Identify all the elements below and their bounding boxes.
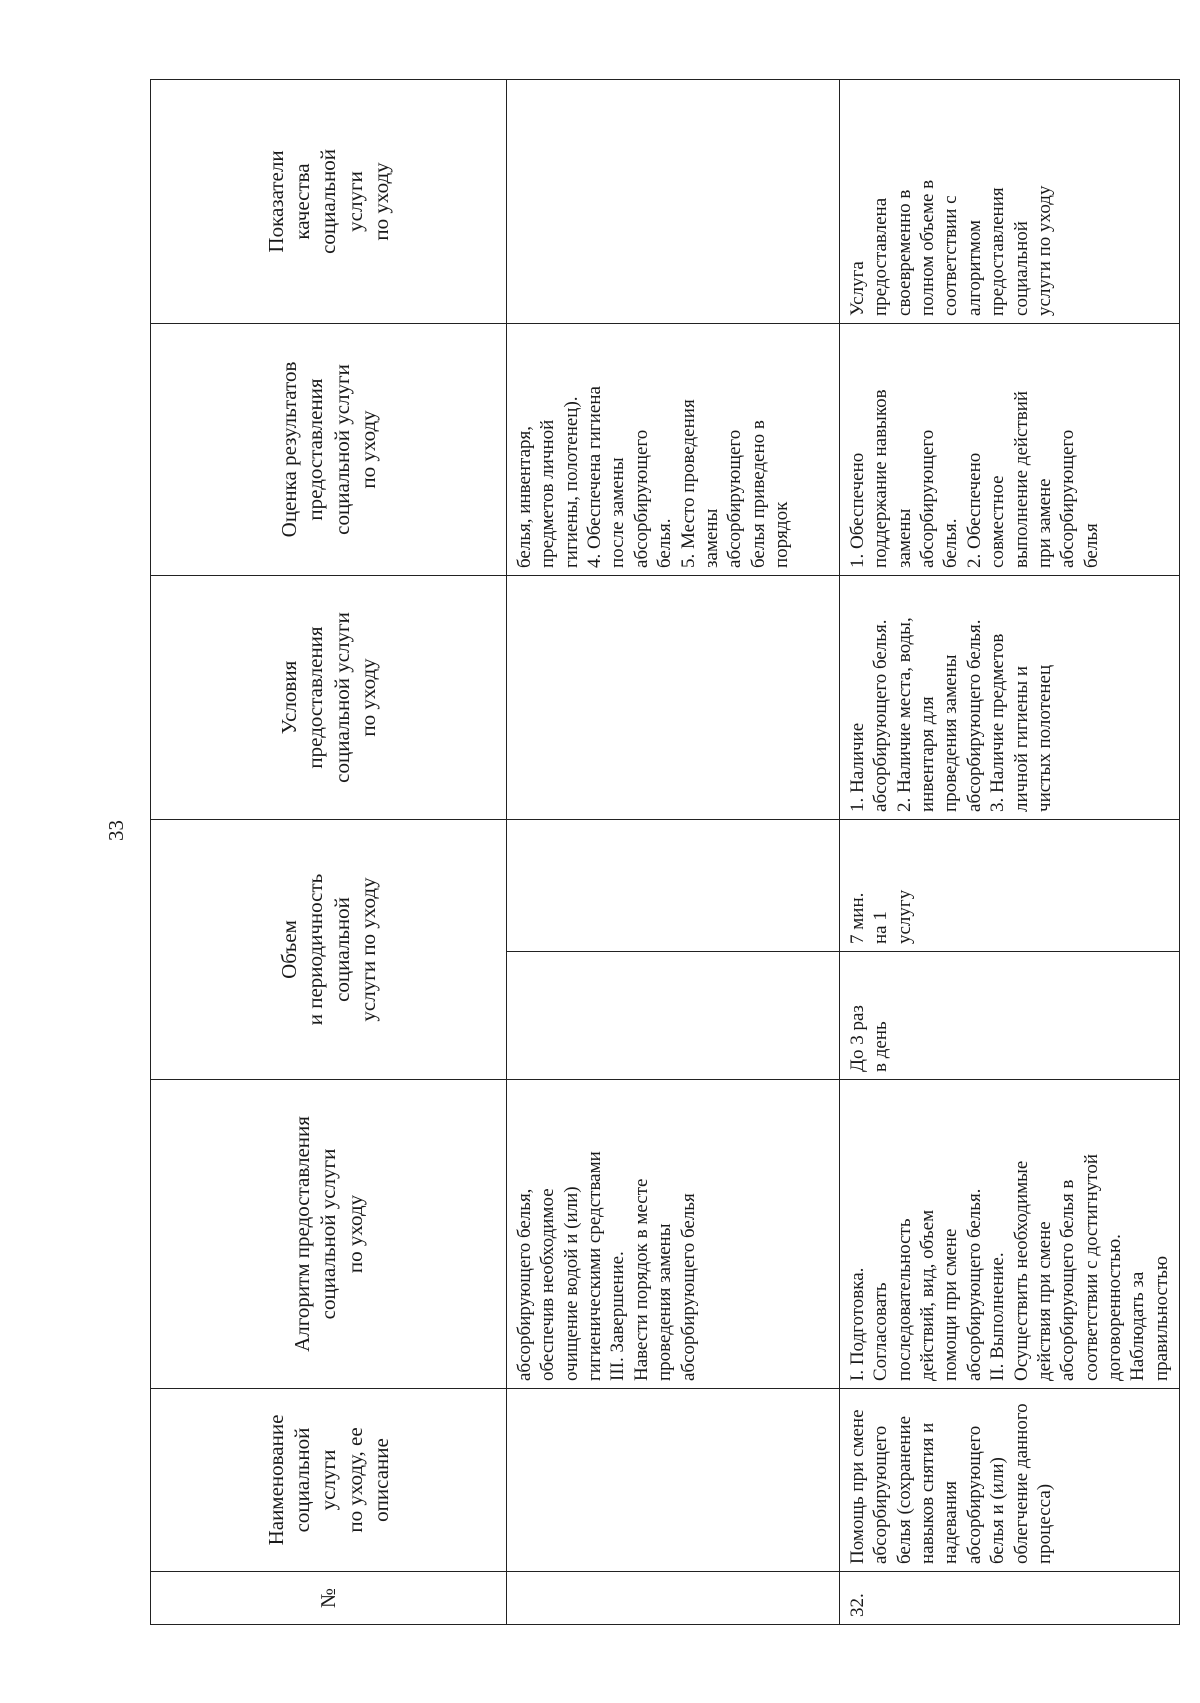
header-quality: Показатели качества социальной услуги по уходу <box>151 79 507 323</box>
cell-name: Помощь при смене абсорбирующего белья (сохранение навыков снятия и надевания абсорбирующего белья и (или) облегчение данного процесса) <box>840 1389 1180 1572</box>
header-conditions: Условия предоставления социальной услуги по уходу <box>151 575 507 819</box>
cell-volume-periodicity: До 3 раз в день <box>840 952 1180 1080</box>
table-row <box>507 79 840 1624</box>
header-algorithm: Алгоритм предоставления социальной услуги по уходу <box>151 1080 507 1389</box>
cell-evaluation: белья, инвентаря, предметов личной гигиены, полотенец). 4. Обеспечена гигиена после замены абсорбирующего белья. 5. Место проведения замены абсорбирующего белья приведено в порядок <box>507 323 840 575</box>
header-evaluation: Оценка результатов предоставления социальной услуги по уходу <box>151 323 507 575</box>
cell-num <box>507 1572 840 1625</box>
header-name: Наименование социальной услуги по уходу, ее описание <box>151 1389 507 1572</box>
table-frame <box>150 80 1172 1625</box>
cell-volume-time <box>507 819 840 951</box>
cell-quality: Услуга предоставлена своевременно в полном объеме в соответствии с алгоритмом предоставления социальной услуги по уходу <box>840 79 1180 323</box>
page-number: 33 <box>104 820 128 841</box>
cell-volume-time: 7 мин. на 1 услугу <box>840 819 1180 951</box>
cell-conditions: 1. Наличие абсорбирующего белья. 2. Наличие места, воды, инвентаря для проведения замены абсорбирующего белья. 3. Наличие предметов личной гигиены и чистых полотенец <box>840 575 1180 819</box>
cell-quality <box>507 79 840 323</box>
cell-num: 32. <box>840 1572 1180 1625</box>
header-row <box>151 79 507 1624</box>
header-volume: Объем и периодичность социальной услуги по уходу <box>151 819 507 1079</box>
cell-conditions <box>507 575 840 819</box>
table-row <box>840 79 1180 1624</box>
cell-evaluation: 1. Обеспечено поддержание навыков замены абсорбирующего белья. 2. Обеспечено совместное выполнение действий при замене абсорбирующего белья <box>840 323 1180 575</box>
cell-volume-periodicity <box>507 952 840 1080</box>
services-table <box>150 79 1180 1625</box>
cell-algorithm: I. Подготовка. Согласовать последовательность действий, вид, объем помощи при смене абсорбирующего белья. II. Выполнение. Осуществить необходимые действия при смене абсорбирующего белья в соответствии с достигнутой договоренностью. Наблюдать за правильностью <box>840 1080 1180 1389</box>
header-num: № <box>151 1572 507 1625</box>
cell-algorithm: абсорбирующего белья, обеспечив необходимое очищение водой и (или) гигиеническими средствами III. Завершение. Навести порядок в месте проведения замены абсорбирующего белья <box>507 1080 840 1389</box>
cell-name <box>507 1389 840 1572</box>
